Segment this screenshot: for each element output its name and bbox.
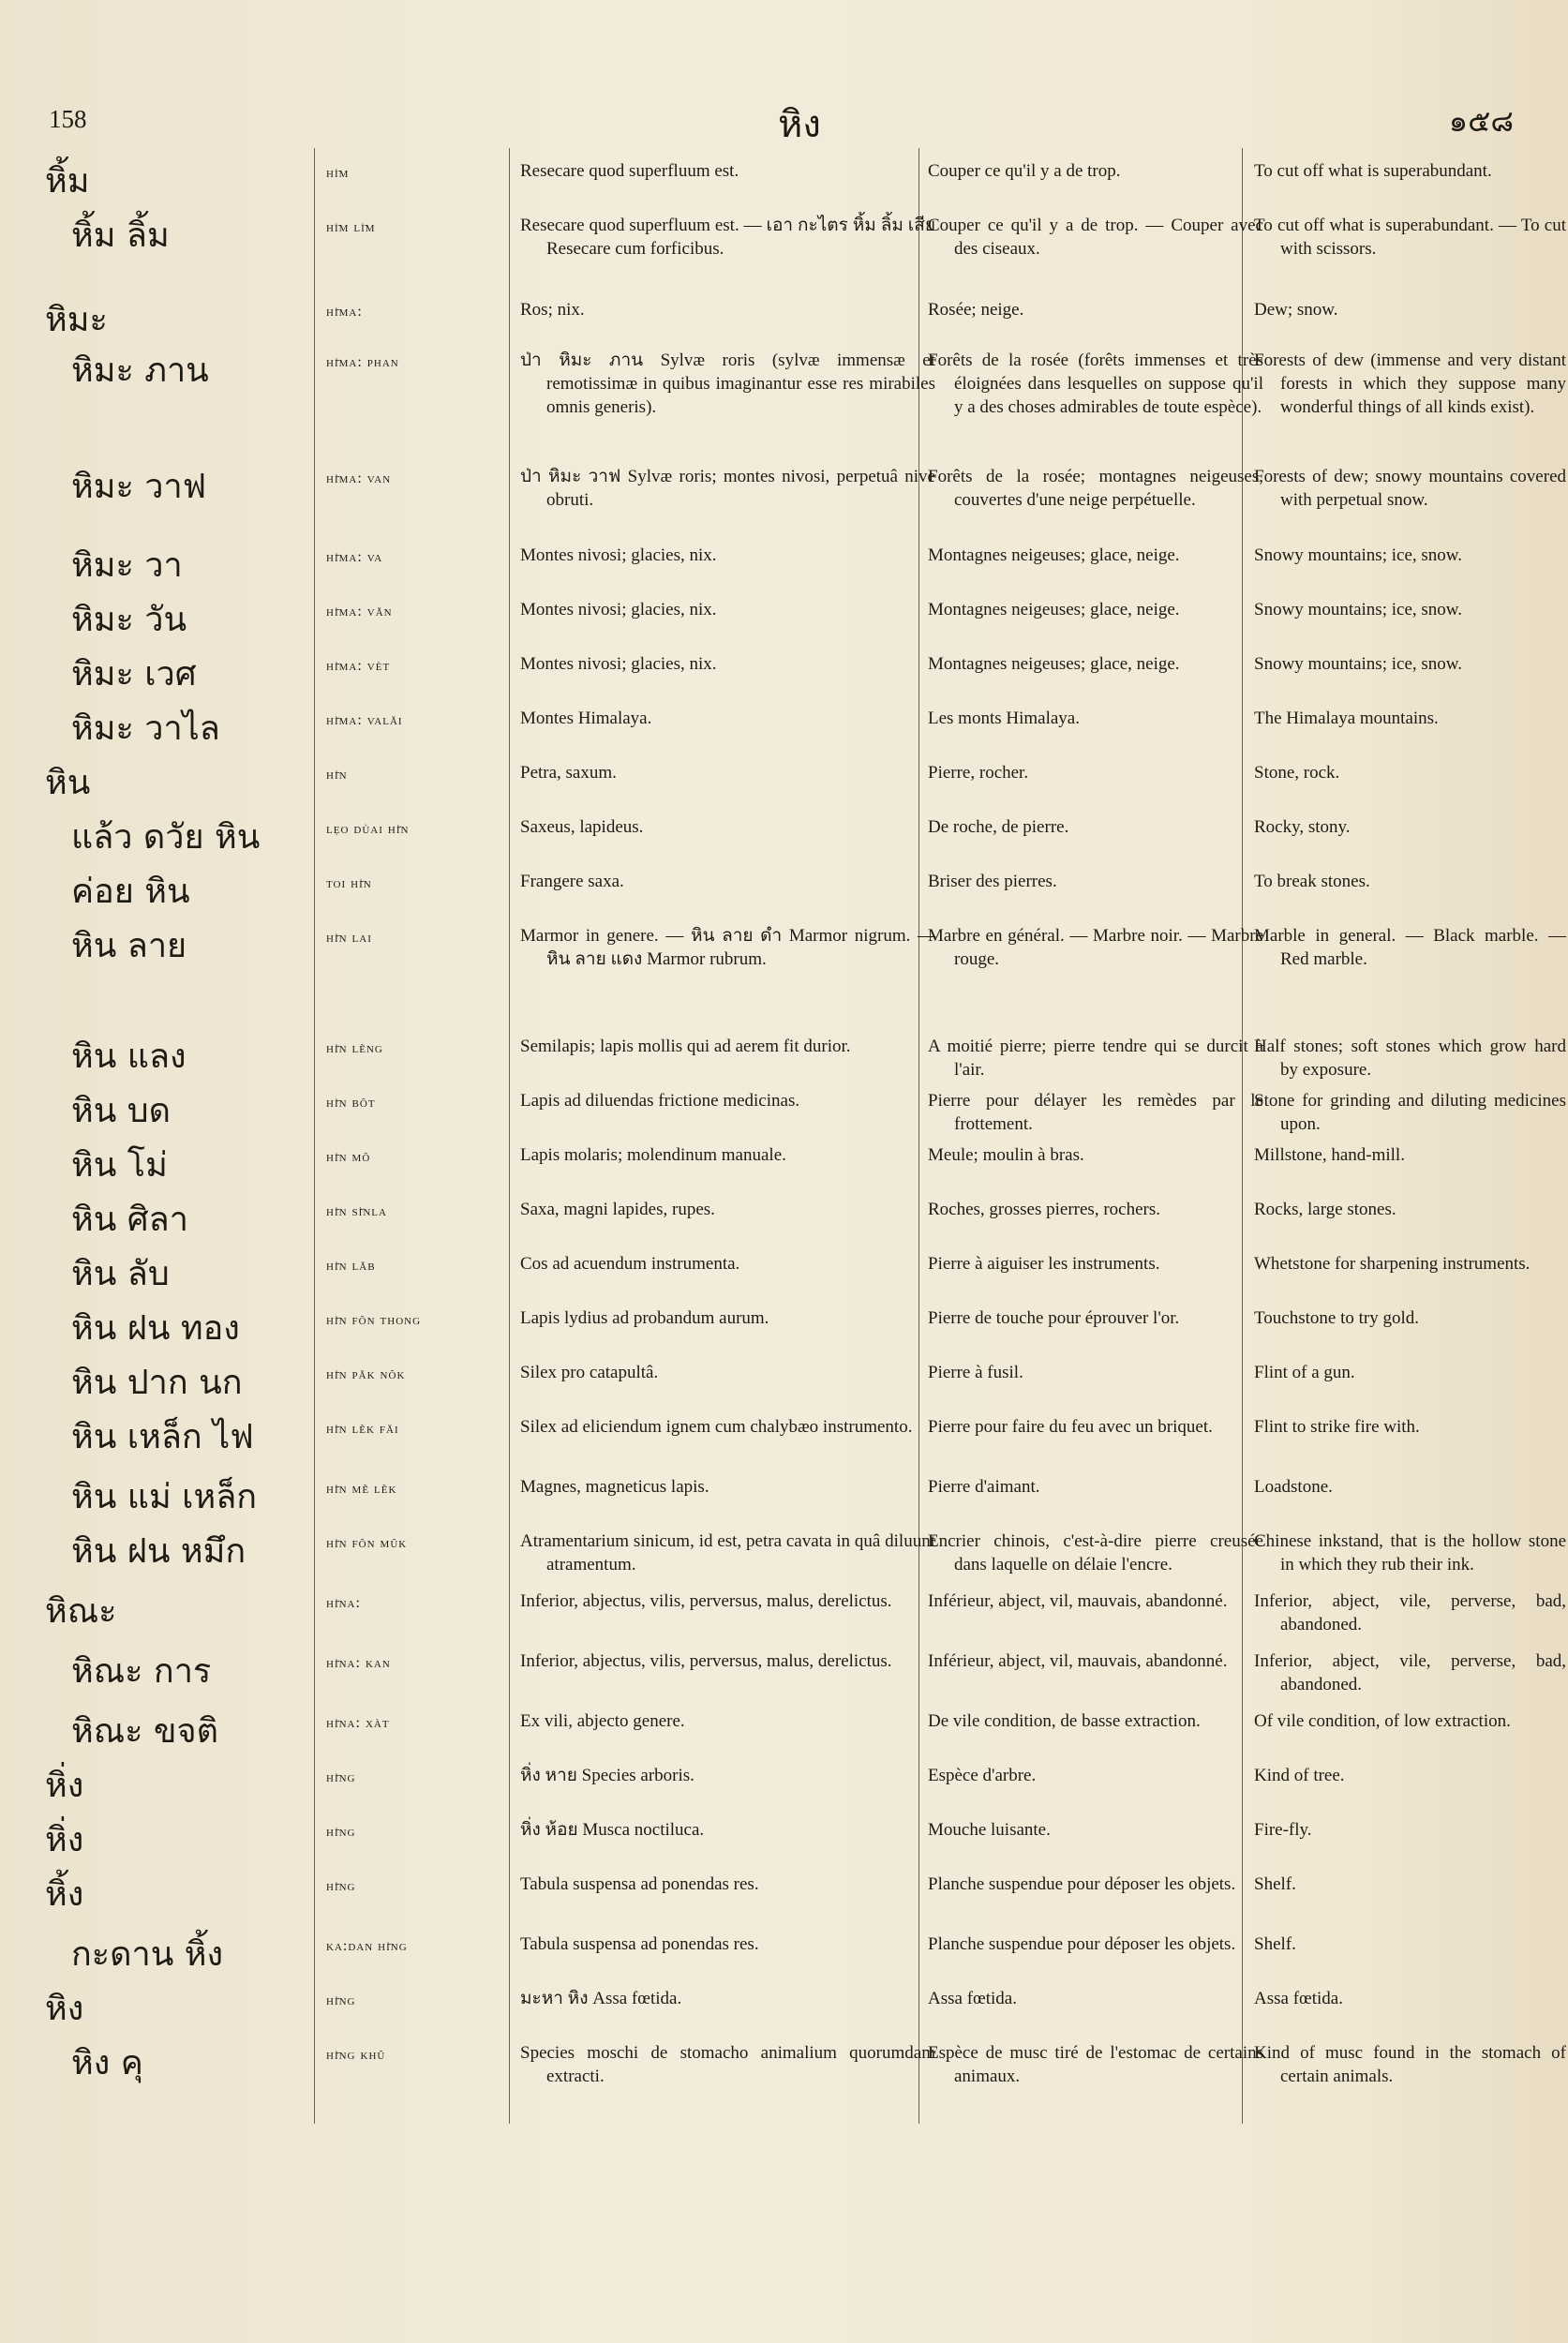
english-definition: Inferior, abject, vile, perverse, bad, abandoned. [1254,1651,1566,1695]
french-definition: Pierre, rocher. [928,763,1029,783]
french-definition: Roches, grosses pierres, rochers. [928,1200,1160,1219]
french-definition: Pierre pour faire du feu avec un briquet. [928,1417,1213,1437]
romanization: hi̇̆ma: van [326,470,392,486]
latin-definition: Lapis molaris; molendinum manuale. [520,1145,786,1165]
romanization: hi̇̆ma: vèt [326,658,391,674]
latin-definition: Tabula suspensa ad ponendas res. [520,1934,759,1954]
english-definition: To cut off what is superabundant. — To cut with scissors. [1254,216,1566,260]
romanization: hi̇̆n lăb [326,1258,376,1274]
french-definition: Pierre à aiguiser les instruments. [928,1254,1160,1274]
latin-definition: มะหา หิง Assa fœtida. [520,1989,682,2008]
english-definition: To break stones. [1254,872,1370,891]
romanization: hi̇̆n [326,767,348,783]
headword-thai: หิ่ง [45,1767,84,1805]
english-definition: Snowy mountains; ice, snow. [1254,654,1463,674]
french-definition: Planche suspendue pour déposer les objets. [928,1934,1236,1954]
french-definition: De vile condition, de basse extraction. [928,1711,1201,1731]
headword-thai: หิน ปาก นก [71,1364,243,1402]
headword-thai: หิ้ม [45,162,90,201]
romanization: hi̇̆na: xàt [326,1715,390,1731]
romanization: hi̇̆ng khŭ [326,2047,386,2063]
english-definition: Whetstone for sharpening instruments. [1254,1254,1531,1274]
romanization: hi̇̆n lẽng [326,1040,383,1056]
english-definition: Flint to strike fire with. [1254,1417,1420,1437]
romanization: hi̇̆ma: valăi [326,712,403,728]
english-definition: Rocks, large stones. [1254,1200,1396,1219]
french-definition: Montagnes neigeuses; glace, neige. [928,600,1180,619]
latin-definition: Frangere saxa. [520,872,624,891]
latin-definition: Marmor in genere. — หิน ลาย ดำ Marmor nigrum. — หิน ลาย แดง Marmor rubrum. [520,926,935,970]
running-head: หิง [778,103,821,146]
english-definition: Chinese inkstand, that is the hollow stone in which they rub their ink. [1254,1531,1566,1575]
french-definition: Montagnes neigeuses; glace, neige. [928,654,1180,674]
headword-thai: หิมะ เวศ [71,655,197,694]
headword-thai: กะดาน หิ้ง [71,1935,224,1974]
romanization: hi̇̆na: [326,1595,361,1611]
latin-definition: Ros; nix. [520,300,585,320]
latin-definition: Species moschi de stomacho animalium quorumdam extracti. [520,2043,935,2087]
french-definition: Montagnes neigeuses; glace, neige. [928,545,1180,565]
headword-thai: ค่อย หิน [71,873,190,911]
english-definition: Dew; snow. [1254,300,1338,320]
romanization: hi̇̆n fŏn mŭk [326,1535,408,1551]
latin-definition: หิ่ง หาย Species arboris. [520,1766,694,1785]
english-definition: Of vile condition, of low extraction. [1254,1711,1511,1731]
latin-definition: Lapis lydius ad probandum aurum. [520,1308,769,1328]
english-definition: Snowy mountains; ice, snow. [1254,545,1463,565]
english-definition: Assa fœtida. [1254,1989,1343,2008]
latin-definition: Resecare quod superfluum est. — เอา กะไตร หิ้ม ลิ้ม เสีย Resecare cum forficibus. [520,216,935,260]
french-definition: Marbre en général. — Marbre noir. — Marbre rouge. [928,926,1263,970]
latin-definition: Montes nivosi; glacies, nix. [520,545,717,565]
french-definition: Forêts de la rosée (forêts immenses et très éloignées dans lesquelles on suppose qu'il y a des choses admirables de toute espèce). [928,351,1263,418]
french-definition: Pierre de touche pour éprouver l'or. [928,1308,1180,1328]
latin-definition: Tabula suspensa ad ponendas res. [520,1874,759,1894]
romanization: hi̇̆ma: văn [326,604,393,619]
english-definition: Forests of dew; snowy mountains covered with perpetual snow. [1254,467,1566,511]
romanization: hi̇̆ng [326,1824,356,1840]
romanization: hi̇̆ma: va [326,549,383,565]
headword-thai: หิน ฝน หมึก [71,1532,246,1571]
english-definition: Shelf. [1254,1934,1296,1954]
french-definition: A moitié pierre; pierre tendre qui se durcit à l'air. [928,1037,1263,1081]
latin-definition: Cos ad acuendum instrumenta. [520,1254,740,1274]
latin-definition: Saxeus, lapideus. [520,817,644,837]
headword-thai: หิณะ [45,1592,117,1631]
english-definition: Loadstone. [1254,1477,1333,1497]
romanization: hi̇̆n fŏn thong [326,1312,422,1328]
romanization: hi̇̆n si̇̆nla [326,1203,387,1219]
headword-thai: หิมะ วาฟ [71,468,207,506]
headword-thai: หิน แม่ เหล็ก [71,1478,258,1516]
page-number-right: ๑๕๘ [1448,103,1514,139]
headword-thai: หิมะ วัน [71,601,187,639]
latin-definition: Montes Himalaya. [520,709,652,728]
romanization: hi̇̆n lẽk făi [326,1421,399,1437]
romanization: hi̇̆n mŏ [326,1149,371,1165]
english-definition: Fire-fly. [1254,1820,1312,1840]
headword-thai: แล้ว ดวัย หิน [71,818,261,857]
headword-thai: หิน เหล็ก ไฟ [71,1418,254,1456]
english-definition: Half stones; soft stones which grow hard by exposure. [1254,1037,1566,1081]
romanization: hi̇̆n bŏt [326,1095,376,1111]
romanization: hi̇̆ng [326,1992,356,2008]
headword-thai: หิมะ [45,301,108,339]
romanization: hi̇̆n păk nŏk [326,1366,406,1382]
french-definition: Espèce de musc tiré de l'estomac de certains animaux. [928,2043,1263,2087]
english-definition: Kind of tree. [1254,1766,1345,1785]
latin-definition: Atramentarium sinicum, id est, petra cavata in quâ diluunt atramentum. [520,1531,935,1575]
headword-thai: หิน แลง [71,1037,187,1076]
romanization: ka:dan hi̇̆ng [326,1938,408,1954]
english-definition: To cut off what is superabundant. [1254,161,1492,181]
headword-thai: หิณะ การ [71,1652,212,1691]
headword-thai: หิน ศิลา [71,1201,188,1239]
french-definition: Assa fœtida. [928,1989,1017,2008]
latin-definition: Montes nivosi; glacies, nix. [520,600,717,619]
latin-definition: Saxa, magni lapides, rupes. [520,1200,715,1219]
french-definition: Encrier chinois, c'est-à-dire pierre creusée dans laquelle on délaie l'encre. [928,1531,1263,1575]
french-definition: Pierre à fusil. [928,1363,1023,1382]
latin-definition: Montes nivosi; glacies, nix. [520,654,717,674]
english-definition: Flint of a gun. [1254,1363,1355,1382]
headword-thai: หิ้ง [45,1875,84,1914]
romanization: hi̇̆ng [326,1769,356,1785]
english-definition: The Himalaya mountains. [1254,709,1439,728]
headword-thai: หิน ลับ [71,1255,170,1293]
latin-definition: Resecare quod superfluum est. [520,161,739,181]
french-definition: Meule; moulin à bras. [928,1145,1084,1165]
english-definition: Touchstone to try gold. [1254,1308,1419,1328]
romanization: hi̇̆ng [326,1878,356,1894]
french-definition: Espèce d'arbre. [928,1766,1037,1785]
column-rule-1 [314,148,315,2124]
headword-thai: หิ้ม ลิ้ม [71,216,170,255]
french-definition: Forêts de la rosée; montagnes neigeuses, couvertes d'une neige perpétuelle. [928,467,1263,511]
latin-definition: หิ่ง ห้อย Musca noctiluca. [520,1820,705,1840]
headword-thai: หิง คุ [71,2044,143,2082]
headword-thai: หิณะ ขจติ [71,1712,218,1751]
french-definition: De roche, de pierre. [928,817,1069,837]
headword-thai: หิน [45,764,91,802]
french-definition: Pierre pour délayer les remèdes par le frottement. [928,1091,1263,1135]
headword-thai: หิ่ง [45,1821,84,1859]
latin-definition: Petra, saxum. [520,763,617,783]
french-definition: Les monts Himalaya. [928,709,1080,728]
romanization: hi̇̃m li̇̃m [326,219,376,235]
french-definition: Inférieur, abject, vil, mauvais, abandonné. [928,1591,1228,1611]
latin-definition: ป่า หิมะ วาฟ Sylvæ roris; montes nivosi, perpetuâ nive obruti. [520,467,935,511]
page-number-left: 158 [49,105,87,133]
english-definition: Shelf. [1254,1874,1296,1894]
romanization: hi̇̃m [326,165,350,181]
romanization: hi̇̆n mẽ lẽk [326,1481,397,1497]
english-definition: Forests of dew (immense and very distant forests in which they suppose many wonderful things of all kinds exist). [1254,351,1566,418]
romanization: toi hi̇̆n [326,875,372,891]
french-definition: Planche suspendue pour déposer les objets. [928,1874,1236,1894]
latin-definition: Inferior, abjectus, vilis, perversus, malus, derelictus. [520,1651,892,1671]
headword-thai: หิน โม่ [71,1146,168,1185]
latin-definition: Ex vili, abjecto genere. [520,1711,685,1731]
headword-thai: หิมะ วา [71,546,183,585]
latin-definition: ป่า หิมะ ภาน Sylvæ roris (sylvæ immensæ et remotissimæ in quibus imaginantur esse res mirabiles omnis generis). [520,351,935,418]
latin-definition: Magnes, magneticus lapis. [520,1477,709,1497]
latin-definition: Semilapis; lapis mollis qui ad aerem fit durior. [520,1037,851,1056]
english-definition: Kind of musc found in the stomach of certain animals. [1254,2043,1566,2087]
column-rule-2 [509,148,510,2124]
romanization: hi̇̆na: kan [326,1655,391,1671]
french-definition: Briser des pierres. [928,872,1057,891]
english-definition: Rocky, stony. [1254,817,1351,837]
romanization: hi̇̆n lai [326,930,372,946]
english-definition: Millstone, hand-mill. [1254,1145,1405,1165]
english-definition: Stone for grinding and diluting medicines upon. [1254,1091,1566,1135]
romanization: hi̇̆ma: [326,304,363,320]
english-definition: Marble in general. — Black marble. — Red marble. [1254,926,1566,970]
french-definition: Pierre d'aimant. [928,1477,1040,1497]
english-definition: Stone, rock. [1254,763,1340,783]
romanization: lẹo dùai hi̇̆n [326,821,410,837]
english-definition: Inferior, abject, vile, perverse, bad, abandoned. [1254,1591,1566,1635]
headword-thai: หิน บด [71,1092,172,1130]
headword-thai: หิน ลาย [71,927,187,965]
headword-thai: หิน ฝน ทอง [71,1309,240,1348]
french-definition: Couper ce qu'il y a de trop. [928,161,1121,181]
latin-definition: Lapis ad diluendas frictione medicinas. [520,1091,800,1111]
latin-definition: Inferior, abjectus, vilis, perversus, malus, derelictus. [520,1591,892,1611]
headword-thai: หิมะ วาไล [71,709,220,748]
latin-definition: Silex ad eliciendum ignem cum chalybæo instrumento. [520,1417,913,1437]
romanization: hi̇̆ma: phan [326,354,399,370]
latin-definition: Silex pro catapultâ. [520,1363,659,1382]
french-definition: Rosée; neige. [928,300,1024,320]
headword-thai: หิมะ ภาน [71,351,209,390]
french-definition: Mouche luisante. [928,1820,1051,1840]
headword-thai: หิง [45,1990,84,2028]
english-definition: Snowy mountains; ice, snow. [1254,600,1463,619]
french-definition: Couper ce qu'il y a de trop. — Couper avec des ciseaux. [928,216,1263,260]
french-definition: Inférieur, abject, vil, mauvais, abandonné. [928,1651,1228,1671]
